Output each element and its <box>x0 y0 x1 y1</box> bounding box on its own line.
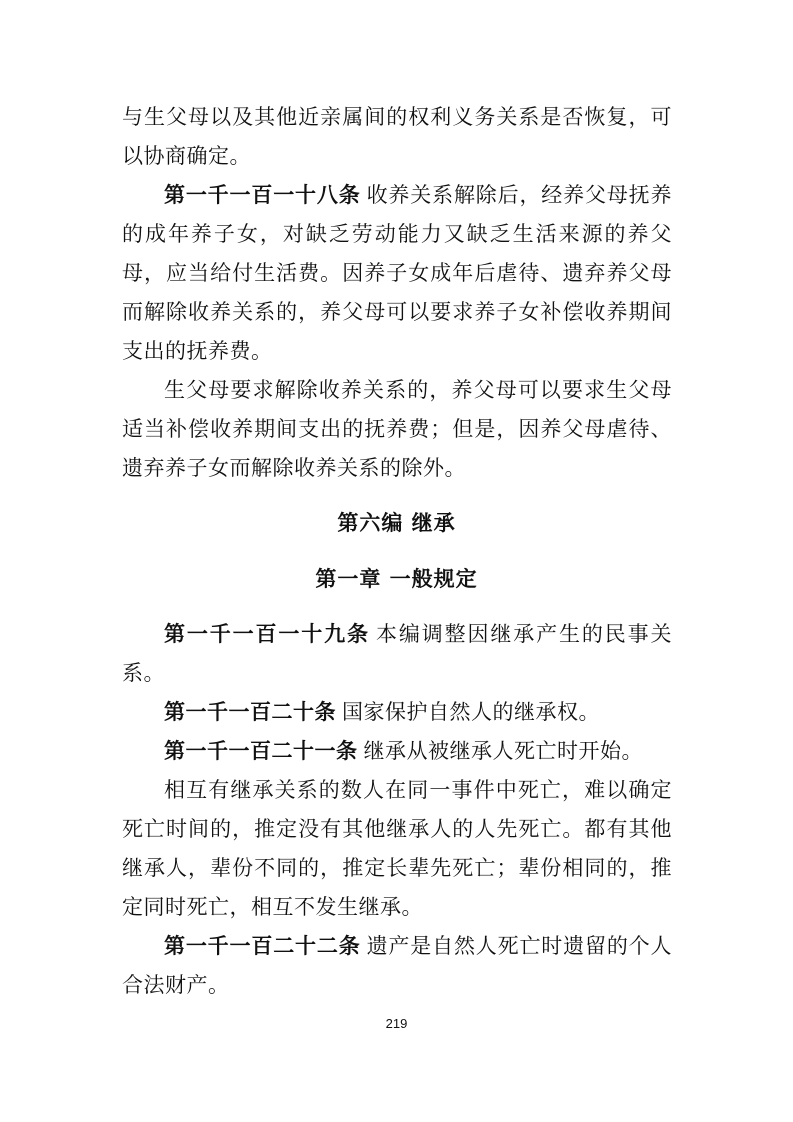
body-text-top <box>122 98 672 488</box>
page-number: 219 <box>385 1016 408 1031</box>
article-text: 本编调整因继承产生的民事关系。 <box>122 622 673 685</box>
paragraph-text: 与生父母以及其他近亲属间的权利义务关系是否恢复，可以协商确定。 <box>122 105 672 168</box>
paragraph-text: 相互有继承关系的数人在同一事件中死亡，难以确定死亡时间的，推定没有其他继承人的人先死亡。都有其他继承人，辈份不同的，推定长辈先死亡；辈份相同的，推定同时死亡，相互不发生继承。 <box>122 778 672 919</box>
paragraph-continuation <box>122 98 672 176</box>
article-label: 第一千一百二十条 <box>164 700 336 724</box>
chapter-title: 第一章 一般规定 <box>315 567 478 591</box>
article-1120 <box>122 693 672 732</box>
article-1119 <box>122 615 672 693</box>
article-label: 第一千一百一十九条 <box>164 622 370 646</box>
article-1122 <box>122 927 672 1005</box>
paragraph-text: 生父母要求解除收养关系的，养父母可以要求生父母适当补偿收养期间支出的抚养费；但是，因养父母虐待、遗弃养子女而解除收养关系的除外。 <box>122 378 672 480</box>
article-label: 第一千一百二十一条 <box>164 739 358 763</box>
part-title: 第六编 继承 <box>337 511 456 535</box>
article-text: 继承从被继承人死亡时开始。 <box>363 739 643 763</box>
article-label: 第一千一百二十二条 <box>164 934 361 958</box>
article-text: 国家保护自然人的继承权。 <box>342 700 600 724</box>
article-1118 <box>122 176 672 371</box>
article-label: 第一千一百一十八条 <box>164 183 361 207</box>
body-text-bottom <box>122 615 672 1005</box>
article-1121 <box>122 732 672 771</box>
paragraph <box>122 371 672 488</box>
article-text: 收养关系解除后，经养父母抚养的成年养子女，对缺乏劳动能力又缺乏生活来源的养父母，应当给付生活费。因养子女成年后虐待、遗弃养父母而解除收养关系的，养父母可以要求养子女补偿收养期间支出的抚养费。 <box>122 183 673 363</box>
paragraph <box>122 771 672 927</box>
article-text: 遗产是自然人死亡时遗留的个人合法财产。 <box>122 934 673 997</box>
